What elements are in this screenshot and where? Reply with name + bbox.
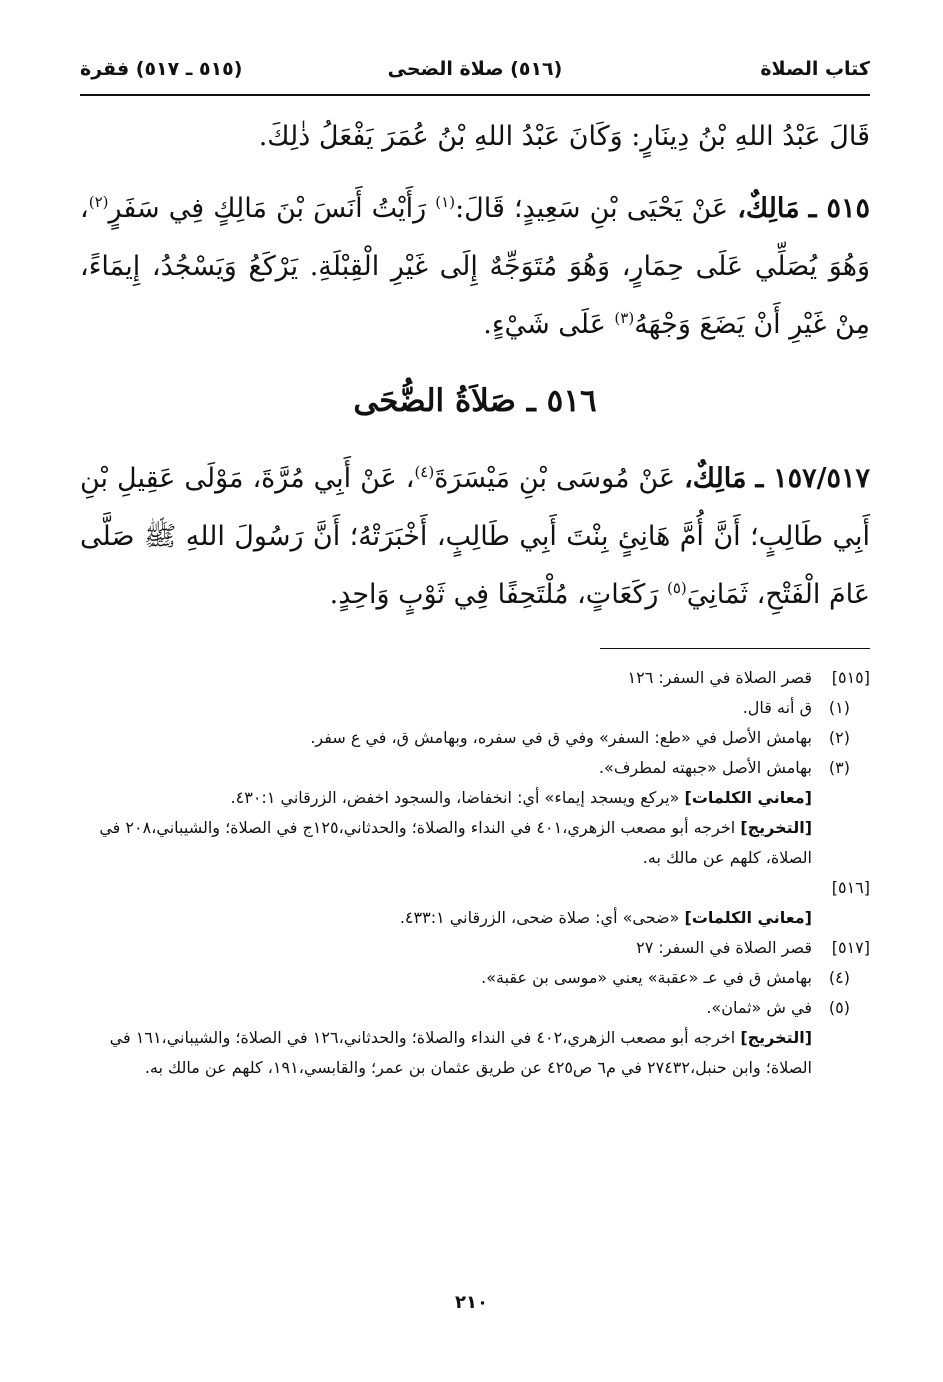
footnote-tag: [٥١٦] [831,878,870,897]
footnote-keyword: [معاني الكلمات] [684,788,812,807]
footnote-tag: (١) [828,698,850,717]
running-header [80,58,870,92]
footnote-ref-2: (٢) [88,193,109,211]
footnote-text: بهامش ق في عـ «عقبة» يعني «موسى بن عقبة». [481,968,812,987]
footnote-515 [80,663,870,693]
header-chapter-title: (٥١٦) صلاة الضحى [387,58,563,80]
footnote-word-meanings-516 [80,903,870,933]
footnote-text: قصر الصلاة في السفر: ٢٧ [636,938,812,957]
section-title: ٥١٦ ـ صَلاَةُ الضُّحَى [353,383,597,419]
footnote-takhrij-515 [80,813,870,873]
hadith-number-515: ٥١٥ ـ [808,193,870,224]
footnote-1 [80,693,870,723]
narrator-malik: مَالِكٌ، [684,463,747,494]
footnote-tag: (٤) [828,968,850,987]
header-rule [80,94,870,96]
paragraph-1 [80,108,870,166]
footnote-keyword: [معاني الكلمات] [684,908,812,927]
footnote-keyword: [التخريج] [740,818,812,837]
footnote-517 [80,933,870,963]
paragraph-517 [80,450,870,624]
footnote-text: «يركع ويسجد إيماء» أي: انخفاضا، والسجود اخفض، الزرقاني ٤٣٠:١. [230,788,680,807]
text-segment: عَنْ مُوسَى بْنِ مَيْسَرَةَ [434,463,676,494]
header-book-title: كتاب الصلاة [760,58,870,80]
main-text [80,108,870,624]
footnote-text: بهامش الأصل «جبهته لمطرف». [598,758,812,777]
footnote-text: اخرجه أبو مصعب الزهري،٤٠١ في النداء والصلاة؛ والحدثاني،١٢٥ج في الصلاة؛ والشيباني،٢٠٨ في الصلاة، كلهم عن مالك به. [99,818,812,867]
footnote-ref-4: (٤) [414,463,435,481]
footnote-4 [80,963,870,993]
text-segment: عَنْ يَحْيَى بْنِ سَعِيدٍ؛ قَالَ: [455,193,729,224]
footnote-word-meanings-515 [80,783,870,813]
footnote-takhrij-517 [80,1023,870,1083]
footnote-ref-3: (٣) [614,309,635,327]
text-segment: ، وَهُوَ يُصَلِّي عَلَى حِمَارٍ، وَهُوَ مُتَوَجِّهٌ إِلَى غَيْرِ الْقِبْلَةِ. يَرْكَعُ وَيَسْجُدُ، إِيمَاءً، مِنْ غَيْرِ أَنْ يَضَعَ وَجْهَهُ [80,193,870,340]
footnote-516 [80,873,870,903]
footnote-3 [80,753,870,783]
paragraph-1-text: قَالَ عَبْدُ اللهِ بْنُ دِينَارٍ: وَكَانَ عَبْدُ اللهِ بْنُ عُمَرَ يَفْعَلُ ذٰلِكَ. [258,121,870,152]
paragraph-515 [80,180,870,354]
footnote-ref-1: (١) [435,193,456,211]
footnote-tag: [٥١٥] [831,668,870,687]
footnote-tag: (٢) [828,728,850,747]
footnote-tag: (٣) [828,758,850,777]
footnote-keyword: [التخريج] [740,1028,812,1047]
footnote-5 [80,993,870,1023]
page-number: ٢١٠ [455,1292,488,1313]
text-segment: عَلَى شَيْءٍ. [483,309,606,340]
narrator-malik: مَالِكٌ، [737,193,800,224]
footnote-ref-5: (٥) [666,579,687,597]
book-page [80,58,870,1083]
footnote-2 [80,723,870,753]
footnote-rule [600,648,870,649]
text-segment: رَأَيْتُ أَنَسَ بْنَ مَالِكٍ فِي سَفَرٍ [108,193,427,224]
footnote-text: في ش «ثمان». [706,998,812,1017]
footnotes [80,663,870,1083]
footnote-tag: (٥) [828,998,850,1017]
footnote-text: ق أنه قال. [742,698,812,717]
footnote-text: قصر الصلاة في السفر: ١٢٦ [627,668,812,687]
footnote-text: اخرجه أبو مصعب الزهري،٤٠٢ في النداء والصلاة؛ والحدثاني،١٢٦ في الصلاة؛ والشيباني،١٦١ في الصلاة؛ وابن حنبل،٢٧٤٣٢ في م٦ ص٤٢٥ عن طريق عثمان بن عمر؛ والقابسي،١٩١، كلهم عن مالك به. [109,1028,812,1077]
header-paragraph-range: (٥١٥ ـ ٥١٧) فقرة [80,58,243,80]
footnote-text: «ضحى» أي: صلاة ضحى، الزرقاني ٤٣٣:١. [399,908,680,927]
footnote-tag: [٥١٧] [831,938,870,957]
text-segment: رَكَعَاتٍ، مُلْتَحِفًا فِي ثَوْبٍ وَاحِدٍ. [329,579,659,610]
footnote-text: بهامش الأصل في «طع: السفر» وفي ق في سفره، وبهامش ق، في ع سفر. [310,728,812,747]
hadith-number-517: ١٥٧/٥١٧ ـ [755,463,870,494]
text-segment: ، عَنْ أَبِي مُرَّةَ، مَوْلَى عَقِيلِ بْنِ أَبِي طَالِبٍ؛ أَنَّ أُمَّ هَانِئٍ بِنْتَ أَبِي طَالِبٍ، أَخْبَرَتْهُ؛ أَنَّ رَسُولَ اللهِ ﷺ صَلَّى عَامَ الْفَتْحِ، ثَمَانِيَ [80,463,870,610]
